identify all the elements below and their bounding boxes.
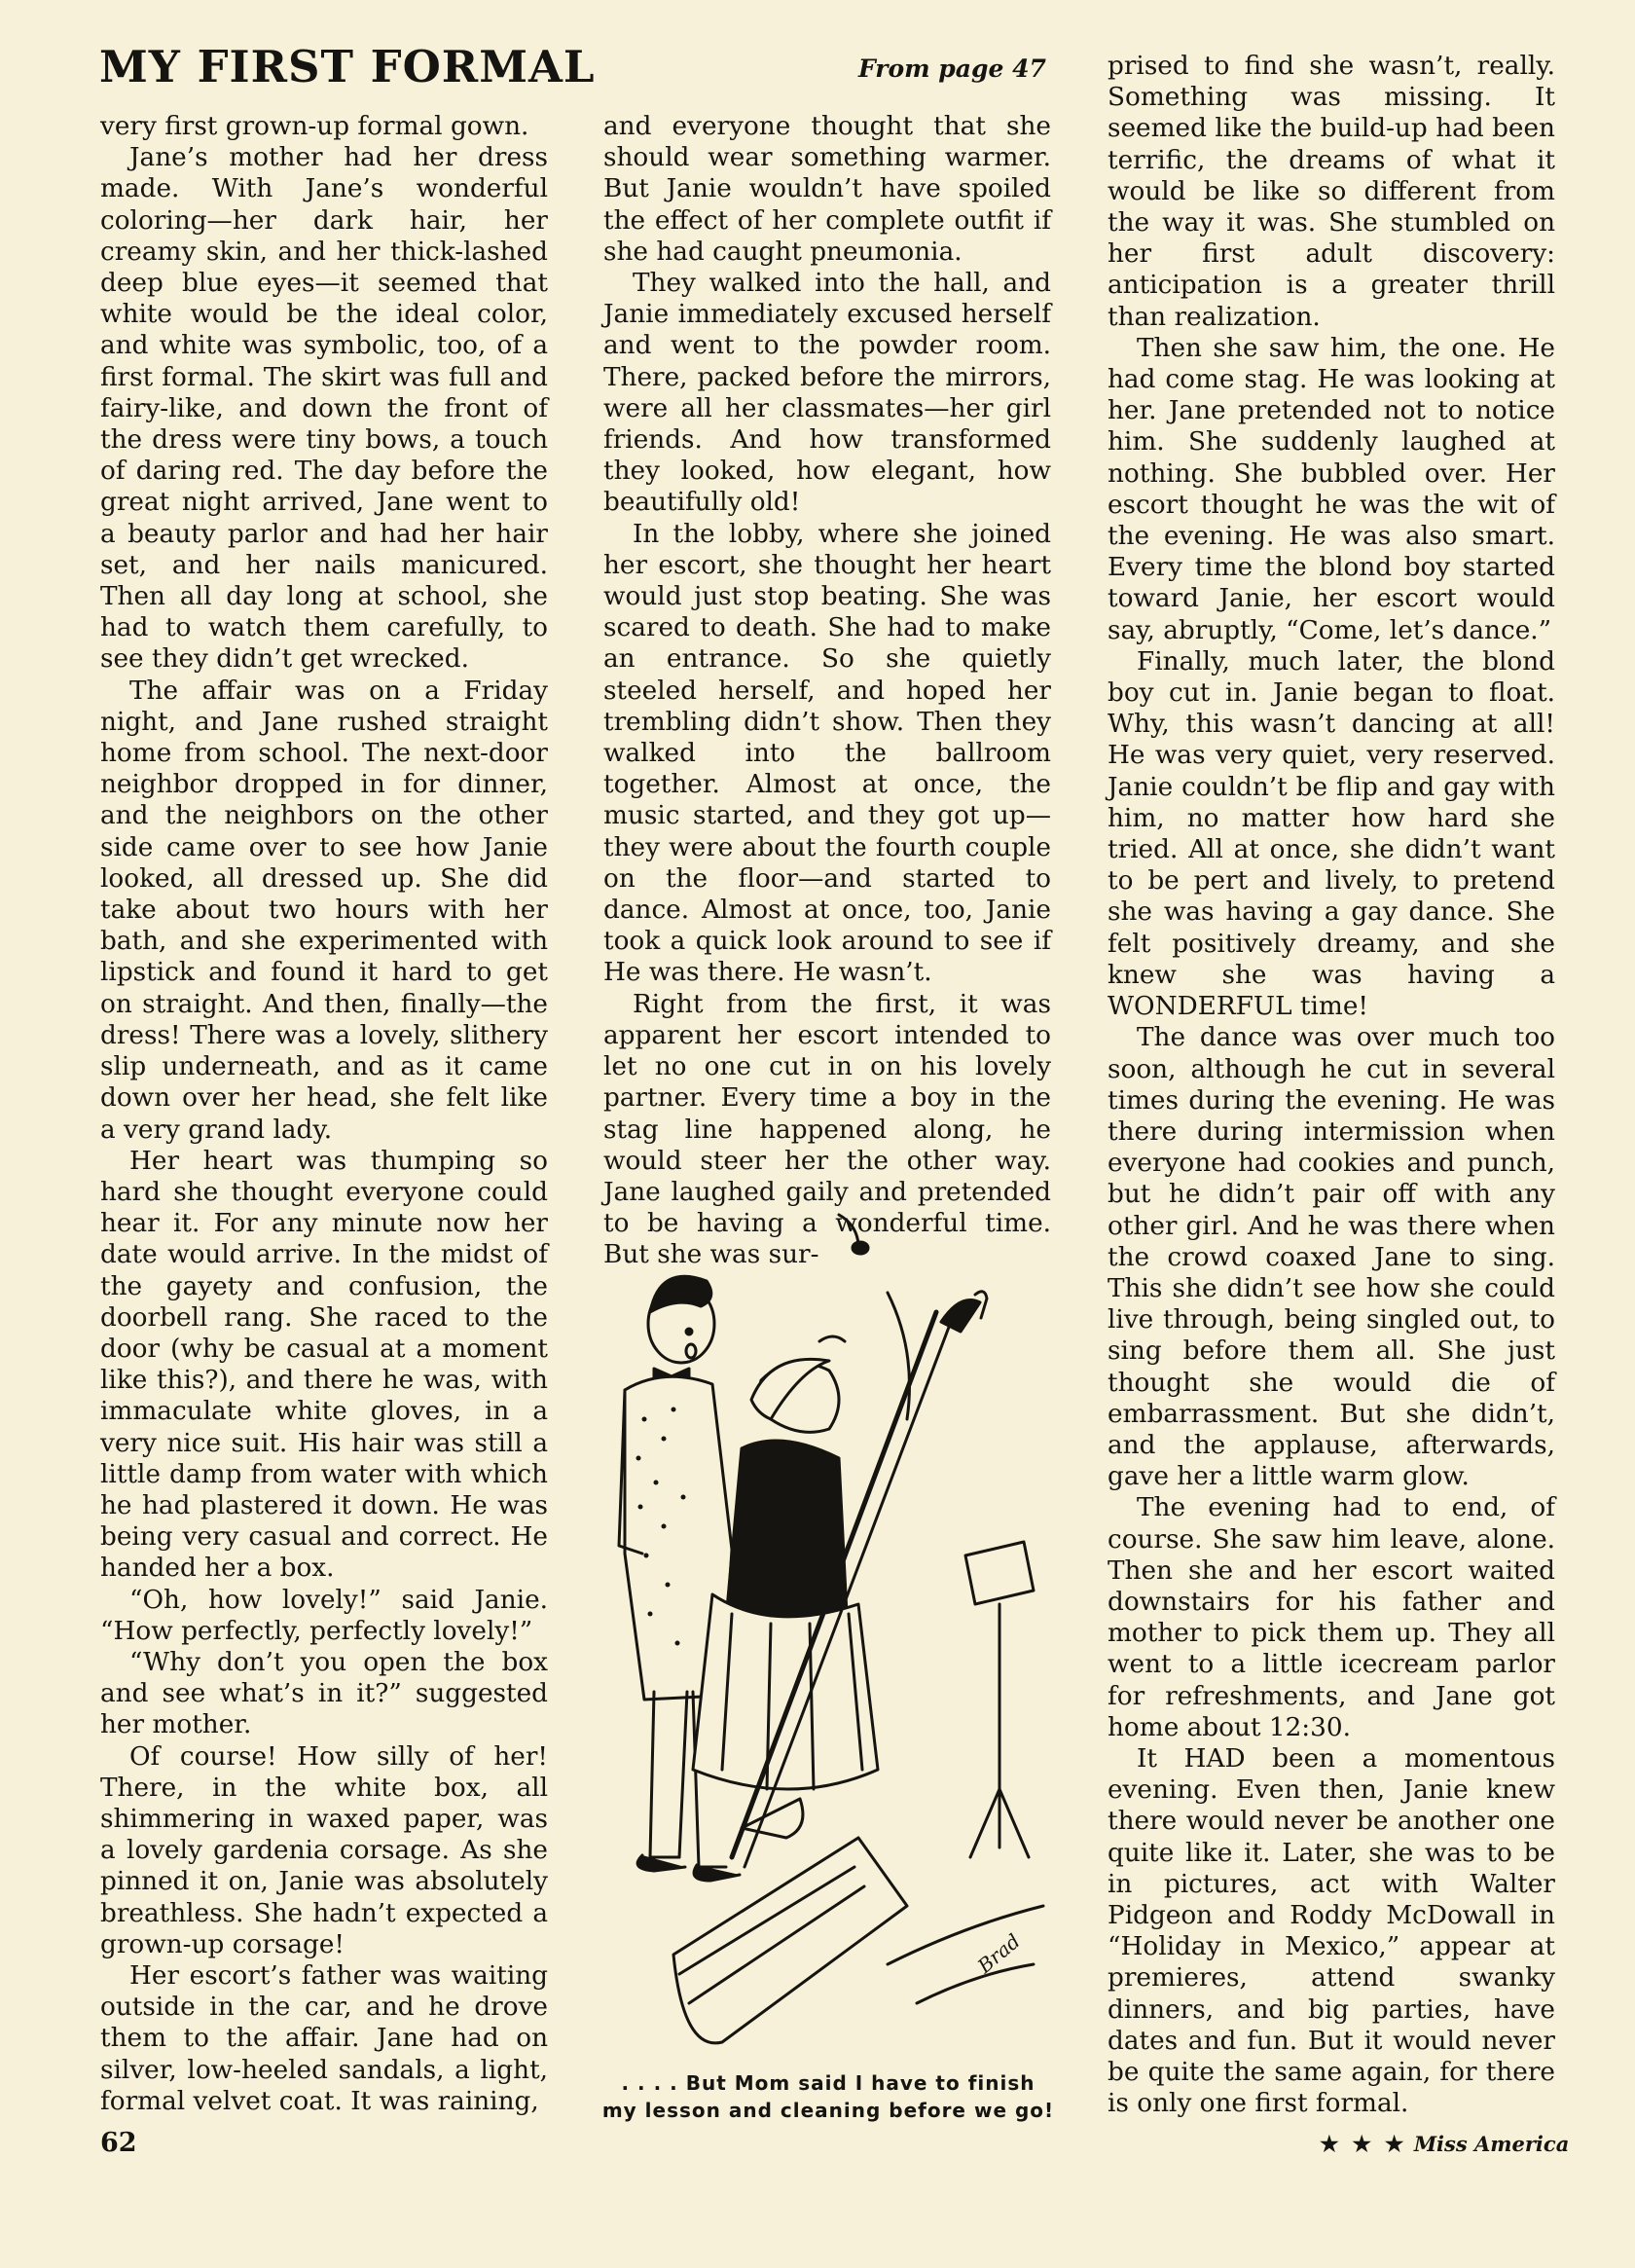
paragraph: It HAD been a momentous evening. Even then, Janie knew there would never be another one quite like it. Later, she was to be in pictures, act with Walter Pidgeon and Roddy McDowall in “Holiday in Mexico,” appear at premieres, attend swanky dinners, and big parties, have dates and fun. But it would never be quite the same again, for there is only one first formal. [1108, 1743, 1555, 2119]
paragraph: Her heart was thumping so hard she thought everyone could hear it. For any minute now her date would arrive. In the midst of the gayety and confusion, the doorbell rang. She raced to the door (why be casual at a moment like this?), and there he was, with immaculate white gloves, in a very nice suit. His hair was still a little damp from water with which he had plastered it down. He was being very casual and correct. He handed her a box. [100, 1146, 548, 1584]
music-note-icon [853, 1242, 868, 1254]
article-title: MY FIRST FORMAL [99, 41, 596, 92]
paragraph: Of course! How silly of her! There, in the white box, all shimmering in waxed paper, was a lovely gardenia corsage. As she pinned it on, Janie was absolutely breathless. She hadn’t expected a grown-up corsage! [100, 1741, 548, 1959]
paragraph: “Oh, how lovely!” said Janie. “How perfectly, perfectly lovely!” [100, 1585, 548, 1646]
page-number: 62 [100, 2128, 137, 2158]
caption-line: . . . . But Mom said I have to finish [621, 2071, 1036, 2095]
paragraph: The dance was over much too soon, although he cut in several times during the evening. He was there during intermission when everyone had cookies and punch, but he didn’t pair off with any other girl. And he was there when the crowd coaxed Jane to sing. This she didn’t see how she could live through, being singled out, to sing before them all. She just thought she would die of embarrassment. But she didn’t, and the applause, afterwards, gave her a little warm glow. [1108, 1023, 1555, 1492]
paragraph: The affair was on a Friday night, and Jane rushed straight home from school. The next-door neighbor dropped in for dinner, and the neighbors on the other side came over to see how Janie looked, all dressed up. She did take about two hours with her bath, and she experimented with lipstick and found it hard to get on straight. And then, finally—the dress! There was a lovely, slithery slip underneath, and as it came down over her head, she felt like a very grand lady. [100, 676, 548, 1145]
illustration-caption [596, 2069, 1061, 2124]
paragraph: “Why don’t you open the box and see what’s in it?” suggested her mother. [100, 1647, 548, 1740]
paragraph: and everyone thought that she should wear something warmer. But Janie wouldn’t have spoiled the effect of her complete outfit if she had caught pneumonia. [603, 112, 1051, 267]
article-column-3 [1108, 51, 1555, 2119]
paragraph: very first grown-up formal gown. [100, 112, 529, 141]
paragraph: In the lobby, where she joined her escort, she thought her heart would just stop beating. She was scared to death. She had to make an entrance. So she quietly steeled herself, and hoped her trembling didn’t show. Then they walked into the ballroom together. Almost at once, the music started, and they got up—they were about the fourth couple on the floor—and started to dance. Almost at once, too, Janie took a quick look around to see if He was there. He wasn’t. [603, 519, 1051, 988]
article-column-1 [100, 111, 548, 2117]
paragraph: They walked into the hall, and Janie immediately excused herself and went to the powder room. There, packed before the mirrors, were all her classmates—her girl friends. And how transformed they looked, how elegant, how beautifully old! [603, 269, 1051, 518]
magazine-footer [1320, 2132, 1569, 2157]
paragraph: Jane’s mother had her dress made. With Jane’s wonderful coloring—her dark hair, her creamy skin, and her thick-lashed deep blue eyes—it seemed that white would be the ideal color, and white was symbolic, too, of a first formal. The skirt was full and fairy-like, and down the front of the dress were tiny bows, a touch of daring red. The day before the great night arrived, Jane went to a beauty parlor and had her hair set, and her nails manicured. Then all day long at school, she had to watch them carefully, to see they didn’t get wrecked. [100, 143, 548, 675]
caption-line: my lesson and cleaning before we go! [601, 2099, 1055, 2122]
paragraph: Her escort’s father was waiting outside in the car, and he drove them to the affair. Jane had on silver, low-heeled sandals, a light, formal velvet coat. It was raining, [100, 1960, 548, 2116]
paragraph: prised to find she wasn’t, really. Something was missing. It seemed like the build-up had been terrific, the dreams of what it would be like so different from the way it was. She stumbled on her first adult discovery: anticipation is a greater thrill than realization. [1108, 52, 1555, 332]
music-squiggle [839, 1215, 858, 1244]
article-column-2 [603, 111, 1051, 1271]
cartoon-illustration [596, 1205, 1061, 2067]
continued-from-label: From page 47 [858, 55, 1046, 83]
paragraph: Right from the first, it was apparent her escort intended to let no one cut in on his lovely partner. Every time a boy in the stag line happened along, he would steer her the other way. Jane laughed gaily and pretended to be having a wonderful time. But she was sur- [603, 989, 1051, 1270]
star-icons: ★ ★ ★ [1320, 2132, 1407, 2157]
paragraph: The evening had to end, of course. She saw him leave, alone. Then she and her escort waited downstairs for his father and mother to pick them up. They all went to a little icecream parlor for refreshments, and Jane got home about 12:30. [1108, 1493, 1555, 1742]
magazine-name: Miss America [1413, 2132, 1570, 2156]
paragraph: Finally, much later, the blond boy cut in. Janie began to float. Why, this wasn’t dancing at all! He was very quiet, very reserved. Janie couldn’t be flip and gay with him, no matter how hard she tried. All at once, she didn’t want to be pert and lively, to pretend she was having a gay dance. She felt positively dreamy, and she knew she was having a WONDERFUL time! [1108, 646, 1555, 1022]
artist-signature: Brad [972, 1928, 1025, 1978]
paragraph: Then she saw him, the one. He had come stag. He was looking at her. Jane pretended not to notice him. She suddenly laughed at nothing. She bubbled over. Her escort thought he was the wit of the evening. He was also smart. Every time the blond boy started toward Janie, her escort would say, abruptly, “Come, let’s dance.” [1108, 333, 1555, 645]
music-squiggle [819, 1336, 845, 1341]
